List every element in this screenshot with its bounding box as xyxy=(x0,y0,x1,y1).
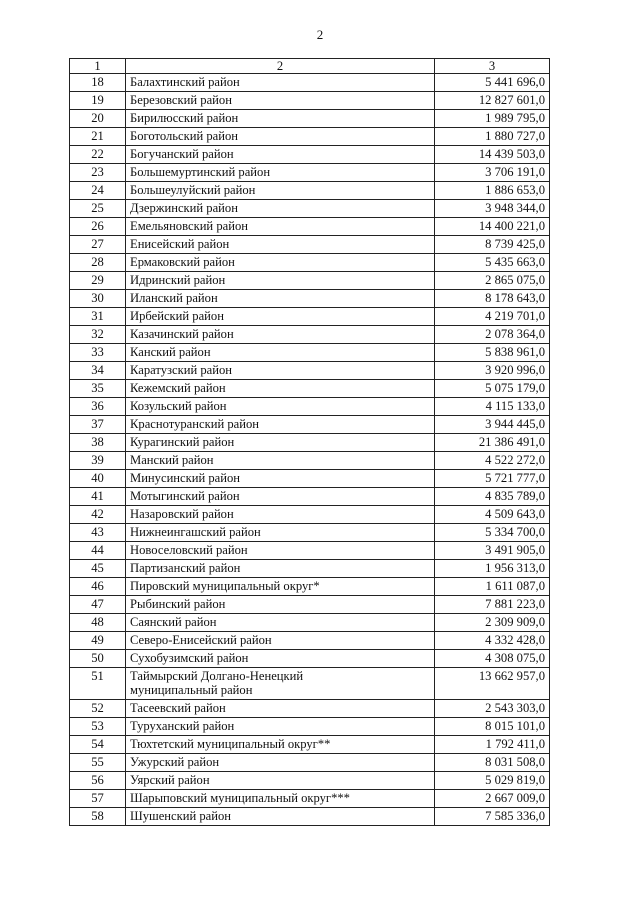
amount-value: 5 435 663,0 xyxy=(435,254,550,272)
table-row xyxy=(70,772,550,790)
row-number: 37 xyxy=(70,416,126,434)
allocation-table xyxy=(69,58,550,826)
district-name: Березовский район xyxy=(126,92,435,110)
table-row xyxy=(70,362,550,380)
district-name: Краснотуранский район xyxy=(126,416,435,434)
amount-value: 21 386 491,0 xyxy=(435,434,550,452)
amount-value: 4 522 272,0 xyxy=(435,452,550,470)
table-row xyxy=(70,308,550,326)
table-header-row xyxy=(70,59,550,74)
table-row xyxy=(70,272,550,290)
table-row xyxy=(70,700,550,718)
table-row xyxy=(70,808,550,826)
row-number: 39 xyxy=(70,452,126,470)
table-row xyxy=(70,754,550,772)
row-number: 32 xyxy=(70,326,126,344)
amount-value: 1 886 653,0 xyxy=(435,182,550,200)
column-header-number: 1 xyxy=(70,59,126,74)
amount-value: 8 031 508,0 xyxy=(435,754,550,772)
table-row xyxy=(70,110,550,128)
amount-value: 1 989 795,0 xyxy=(435,110,550,128)
table-row xyxy=(70,182,550,200)
amount-value: 3 920 996,0 xyxy=(435,362,550,380)
amount-value: 7 881 223,0 xyxy=(435,596,550,614)
district-name: Сухобузимский район xyxy=(126,650,435,668)
table-row xyxy=(70,344,550,362)
table-row xyxy=(70,718,550,736)
table-row xyxy=(70,254,550,272)
table-row xyxy=(70,290,550,308)
amount-value: 8 178 643,0 xyxy=(435,290,550,308)
row-number: 49 xyxy=(70,632,126,650)
row-number: 41 xyxy=(70,488,126,506)
district-name: Рыбинский район xyxy=(126,596,435,614)
table-row xyxy=(70,736,550,754)
amount-value: 2 543 303,0 xyxy=(435,700,550,718)
amount-value: 4 332 428,0 xyxy=(435,632,550,650)
district-name: Большеулуйский район xyxy=(126,182,435,200)
district-name: Идринский район xyxy=(126,272,435,290)
district-name: Шарыповский муниципальный округ*** xyxy=(126,790,435,808)
amount-value: 4 115 133,0 xyxy=(435,398,550,416)
row-number: 42 xyxy=(70,506,126,524)
amount-value: 4 509 643,0 xyxy=(435,506,550,524)
table-row xyxy=(70,326,550,344)
table-row xyxy=(70,632,550,650)
table-row xyxy=(70,560,550,578)
district-name: Дзержинский район xyxy=(126,200,435,218)
table-row xyxy=(70,92,550,110)
row-number: 51 xyxy=(70,668,126,700)
table-row xyxy=(70,146,550,164)
table-row xyxy=(70,614,550,632)
row-number: 40 xyxy=(70,470,126,488)
table-row xyxy=(70,542,550,560)
district-name: Саянский район xyxy=(126,614,435,632)
row-number: 30 xyxy=(70,290,126,308)
amount-value: 4 835 789,0 xyxy=(435,488,550,506)
row-number: 28 xyxy=(70,254,126,272)
table-row xyxy=(70,74,550,92)
district-name: Курагинский район xyxy=(126,434,435,452)
district-name: Боготольский район xyxy=(126,128,435,146)
district-name: Ирбейский район xyxy=(126,308,435,326)
table-row xyxy=(70,790,550,808)
row-number: 29 xyxy=(70,272,126,290)
row-number: 38 xyxy=(70,434,126,452)
amount-value: 1 880 727,0 xyxy=(435,128,550,146)
district-name: Уярский район xyxy=(126,772,435,790)
row-number: 27 xyxy=(70,236,126,254)
district-name: Канский район xyxy=(126,344,435,362)
row-number: 31 xyxy=(70,308,126,326)
table-row xyxy=(70,434,550,452)
row-number: 25 xyxy=(70,200,126,218)
table-row xyxy=(70,218,550,236)
table-row xyxy=(70,452,550,470)
amount-value: 14 439 503,0 xyxy=(435,146,550,164)
amount-value: 8 015 101,0 xyxy=(435,718,550,736)
row-number: 35 xyxy=(70,380,126,398)
amount-value: 8 739 425,0 xyxy=(435,236,550,254)
table-row xyxy=(70,200,550,218)
amount-value: 14 400 221,0 xyxy=(435,218,550,236)
row-number: 26 xyxy=(70,218,126,236)
district-name: Туруханский район xyxy=(126,718,435,736)
table-row xyxy=(70,416,550,434)
district-name: Козульский район xyxy=(126,398,435,416)
row-number: 24 xyxy=(70,182,126,200)
district-name: Богучанский район xyxy=(126,146,435,164)
table-row xyxy=(70,380,550,398)
district-name: Мотыгинский район xyxy=(126,488,435,506)
amount-value: 3 706 191,0 xyxy=(435,164,550,182)
district-name: Манский район xyxy=(126,452,435,470)
amount-value: 1 792 411,0 xyxy=(435,736,550,754)
row-number: 57 xyxy=(70,790,126,808)
row-number: 43 xyxy=(70,524,126,542)
table-row xyxy=(70,650,550,668)
page-number: 2 xyxy=(316,27,324,42)
row-number: 48 xyxy=(70,614,126,632)
row-number: 50 xyxy=(70,650,126,668)
row-number: 54 xyxy=(70,736,126,754)
district-name: Нижнеингашский район xyxy=(126,524,435,542)
district-name: Большемуртинский район xyxy=(126,164,435,182)
table-row xyxy=(70,128,550,146)
amount-value: 5 075 179,0 xyxy=(435,380,550,398)
district-name: Енисейский район xyxy=(126,236,435,254)
row-number: 33 xyxy=(70,344,126,362)
district-name: Кежемский район xyxy=(126,380,435,398)
amount-value: 5 334 700,0 xyxy=(435,524,550,542)
column-header-value: 3 xyxy=(435,59,550,74)
table-row xyxy=(70,488,550,506)
table-row xyxy=(70,524,550,542)
district-name: Минусинский район xyxy=(126,470,435,488)
table-row xyxy=(70,470,550,488)
amount-value: 13 662 957,0 xyxy=(435,668,550,700)
row-number: 19 xyxy=(70,92,126,110)
row-number: 21 xyxy=(70,128,126,146)
district-name: Казачинский район xyxy=(126,326,435,344)
row-number: 46 xyxy=(70,578,126,596)
row-number: 45 xyxy=(70,560,126,578)
row-number: 58 xyxy=(70,808,126,826)
row-number: 56 xyxy=(70,772,126,790)
amount-value: 2 309 909,0 xyxy=(435,614,550,632)
amount-value: 3 944 445,0 xyxy=(435,416,550,434)
table-row xyxy=(70,164,550,182)
district-name: Северо-Енисейский район xyxy=(126,632,435,650)
district-name: Ермаковский район xyxy=(126,254,435,272)
amount-value: 1 611 087,0 xyxy=(435,578,550,596)
district-name: Новоселовский район xyxy=(126,542,435,560)
district-name: Емельяновский район xyxy=(126,218,435,236)
row-number: 34 xyxy=(70,362,126,380)
district-name: Назаровский район xyxy=(126,506,435,524)
row-number: 55 xyxy=(70,754,126,772)
amount-value: 12 827 601,0 xyxy=(435,92,550,110)
row-number: 18 xyxy=(70,74,126,92)
row-number: 44 xyxy=(70,542,126,560)
amount-value: 5 721 777,0 xyxy=(435,470,550,488)
column-header-name: 2 xyxy=(126,59,435,74)
amount-value: 7 585 336,0 xyxy=(435,808,550,826)
row-number: 53 xyxy=(70,718,126,736)
table-row xyxy=(70,398,550,416)
amount-value: 4 219 701,0 xyxy=(435,308,550,326)
district-name: Иланский район xyxy=(126,290,435,308)
district-name: Партизанский район xyxy=(126,560,435,578)
district-name: Ужурский район xyxy=(126,754,435,772)
district-name: Пировский муниципальный округ* xyxy=(126,578,435,596)
amount-value: 4 308 075,0 xyxy=(435,650,550,668)
district-name: Каратузский район xyxy=(126,362,435,380)
amount-value: 5 838 961,0 xyxy=(435,344,550,362)
row-number: 36 xyxy=(70,398,126,416)
amount-value: 3 491 905,0 xyxy=(435,542,550,560)
table-row xyxy=(70,236,550,254)
district-name: Бирилюсский район xyxy=(126,110,435,128)
row-number: 20 xyxy=(70,110,126,128)
row-number: 23 xyxy=(70,164,126,182)
table-row xyxy=(70,596,550,614)
district-name: Балахтинский район xyxy=(126,74,435,92)
amount-value: 2 865 075,0 xyxy=(435,272,550,290)
row-number: 22 xyxy=(70,146,126,164)
district-name: Тасеевский район xyxy=(126,700,435,718)
amount-value: 3 948 344,0 xyxy=(435,200,550,218)
amount-value: 2 667 009,0 xyxy=(435,790,550,808)
table-row xyxy=(70,668,550,700)
amount-value: 1 956 313,0 xyxy=(435,560,550,578)
district-name: Таймырский Долгано-Ненецкий муниципальный район xyxy=(126,668,435,700)
district-name: Тюхтетский муниципальный округ** xyxy=(126,736,435,754)
table-row xyxy=(70,578,550,596)
table-row xyxy=(70,506,550,524)
amount-value: 5 441 696,0 xyxy=(435,74,550,92)
row-number: 47 xyxy=(70,596,126,614)
district-name: Шушенский район xyxy=(126,808,435,826)
row-number: 52 xyxy=(70,700,126,718)
amount-value: 2 078 364,0 xyxy=(435,326,550,344)
amount-value: 5 029 819,0 xyxy=(435,772,550,790)
